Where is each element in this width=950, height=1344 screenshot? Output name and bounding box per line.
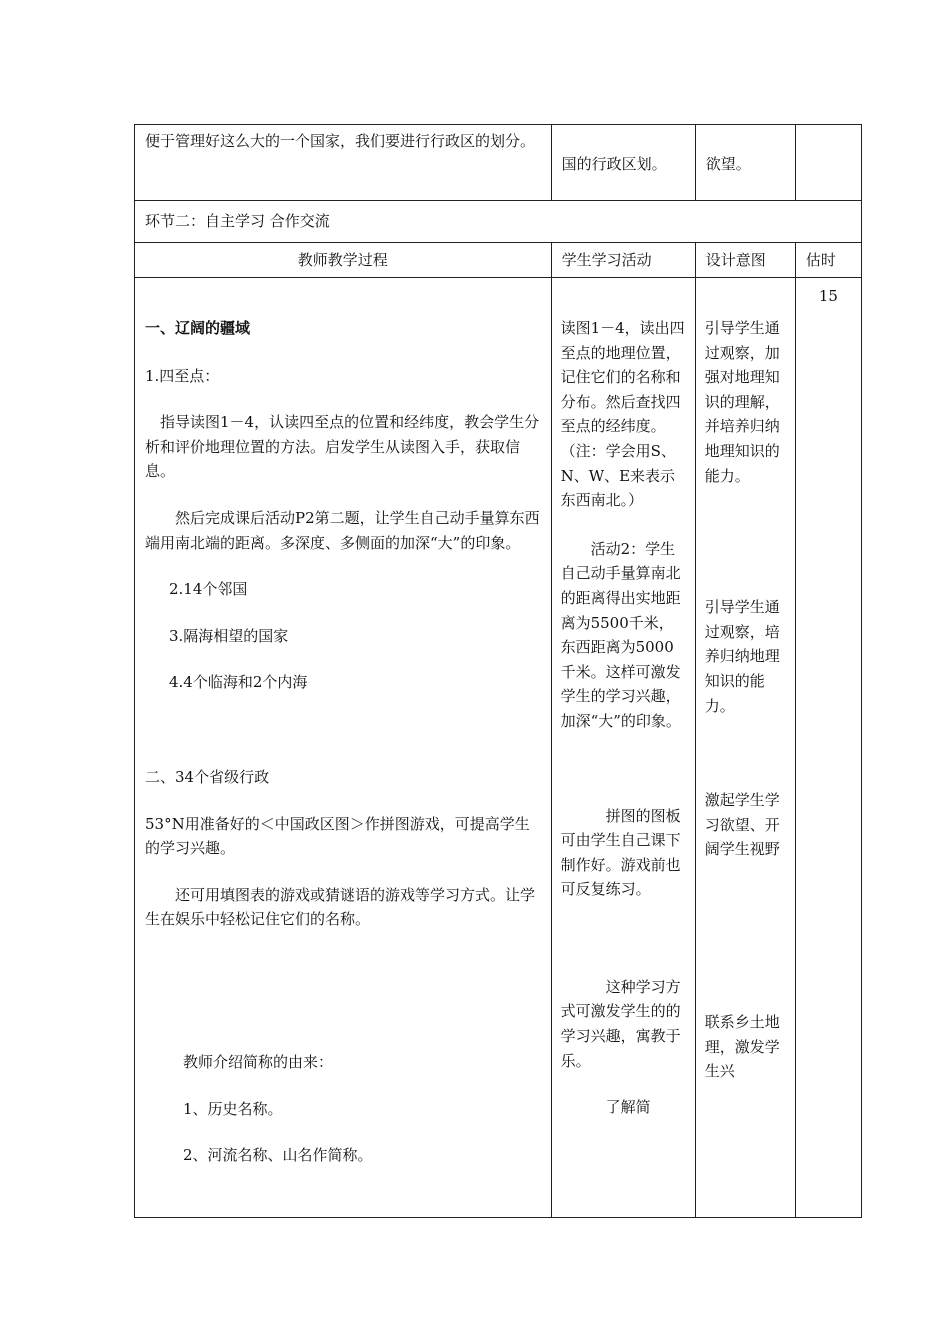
item-four-points: 1.四至点： <box>145 366 220 385</box>
header-student: 学生学习活动 <box>551 243 695 278</box>
design-cell-top <box>695 125 795 201</box>
time-estimate-cell <box>795 278 861 1218</box>
content-row <box>135 278 862 1218</box>
para-activity: 然后完成课后活动P2第二题，让学生自己动手量算东西端用南北端的距离。多深度、多侧面的加深“大”的印象。 <box>145 508 540 552</box>
header-design: 设计意图 <box>695 243 795 278</box>
item-seas: 4.4个临海和2个内海 <box>169 673 308 692</box>
heading-territory: 一、辽阔的疆域 <box>145 319 251 337</box>
continuation-row <box>135 125 862 201</box>
para-abbreviation: 教师介绍简称的由来： <box>183 1052 334 1071</box>
student-puzzle: 拼图的图板可由学生自己课下制作好。游戏前也可反复练习。 <box>560 806 681 899</box>
teacher-top-text: 便于管理好这么大的一个国家，我们要进行行政区的划分。 <box>145 132 536 150</box>
student-cell-top <box>551 125 695 201</box>
lesson-plan-table <box>134 124 862 1218</box>
item-across-sea: 3.隔海相望的国家 <box>169 626 289 645</box>
design-top-text: 欲望。 <box>705 155 751 173</box>
section-title: 环节二：自主学习 合作交流 <box>135 201 862 243</box>
design-observe-1: 引导学生通过观察，加强对地理知识的理解，并培养归纳地理知识的能力。 <box>704 319 780 485</box>
time-value: 15 <box>818 287 838 305</box>
item-history-name: 1、历史名称。 <box>183 1099 283 1118</box>
design-interest: 激起学生学习欲望、开阔学生视野 <box>704 791 780 859</box>
heading-provinces: 二、34个省级行政 <box>145 767 270 786</box>
para-puzzle: 53°N用准备好的＜中国政区图＞作拼图游戏，可提高学生的学习兴趣。 <box>145 814 530 858</box>
student-activity-cell <box>551 278 695 1218</box>
student-learning-style: 这种学习方式可激发学生的的学习兴趣，寓教于乐。 <box>560 977 681 1070</box>
item-neighbors: 2.14个邻国 <box>169 580 248 599</box>
header-row <box>135 243 862 278</box>
para-games: 还可用填图表的游戏或猜谜语的游戏等学习方式。让学生在娱乐中轻松记住它们的名称。 <box>145 885 536 929</box>
header-teacher: 教师教学过程 <box>135 243 552 278</box>
design-intent-cell <box>695 278 795 1218</box>
teacher-cell-top <box>135 125 552 201</box>
design-observe-2: 引导学生通过观察，培养归纳地理知识的能力。 <box>704 598 780 715</box>
student-read-map: 读图1－4，读出四至点的地理位置，记住它们的名称和分布。然后查找四至点的经纬度。（注：学会用S、N、W、E来表示东西南北。） <box>560 319 685 510</box>
design-local: 联系乡土地理，激发学生兴 <box>704 1012 780 1081</box>
header-time: 估时 <box>795 243 861 278</box>
student-top-text: 国的行政区划。 <box>561 155 667 173</box>
item-river-name: 2、河流名称、山名作简称。 <box>183 1146 373 1165</box>
section-row <box>135 201 862 243</box>
student-measure: 活动2：学生自己动手量算南北的距离得出实地距离为5500千米，东西距离为5000千米。这样可激发学生的学习兴趣，加深“大”的印象。 <box>560 539 681 730</box>
student-understand: 了解简 <box>560 1098 651 1117</box>
teacher-process-cell <box>135 278 552 1218</box>
time-cell-top <box>795 125 861 201</box>
para-read-map: 指导读图1－4，认读四至点的位置和经纬度，教会学生分析和评价地理位置的方法。启发学生从读图入手，获取信息。 <box>145 413 540 481</box>
